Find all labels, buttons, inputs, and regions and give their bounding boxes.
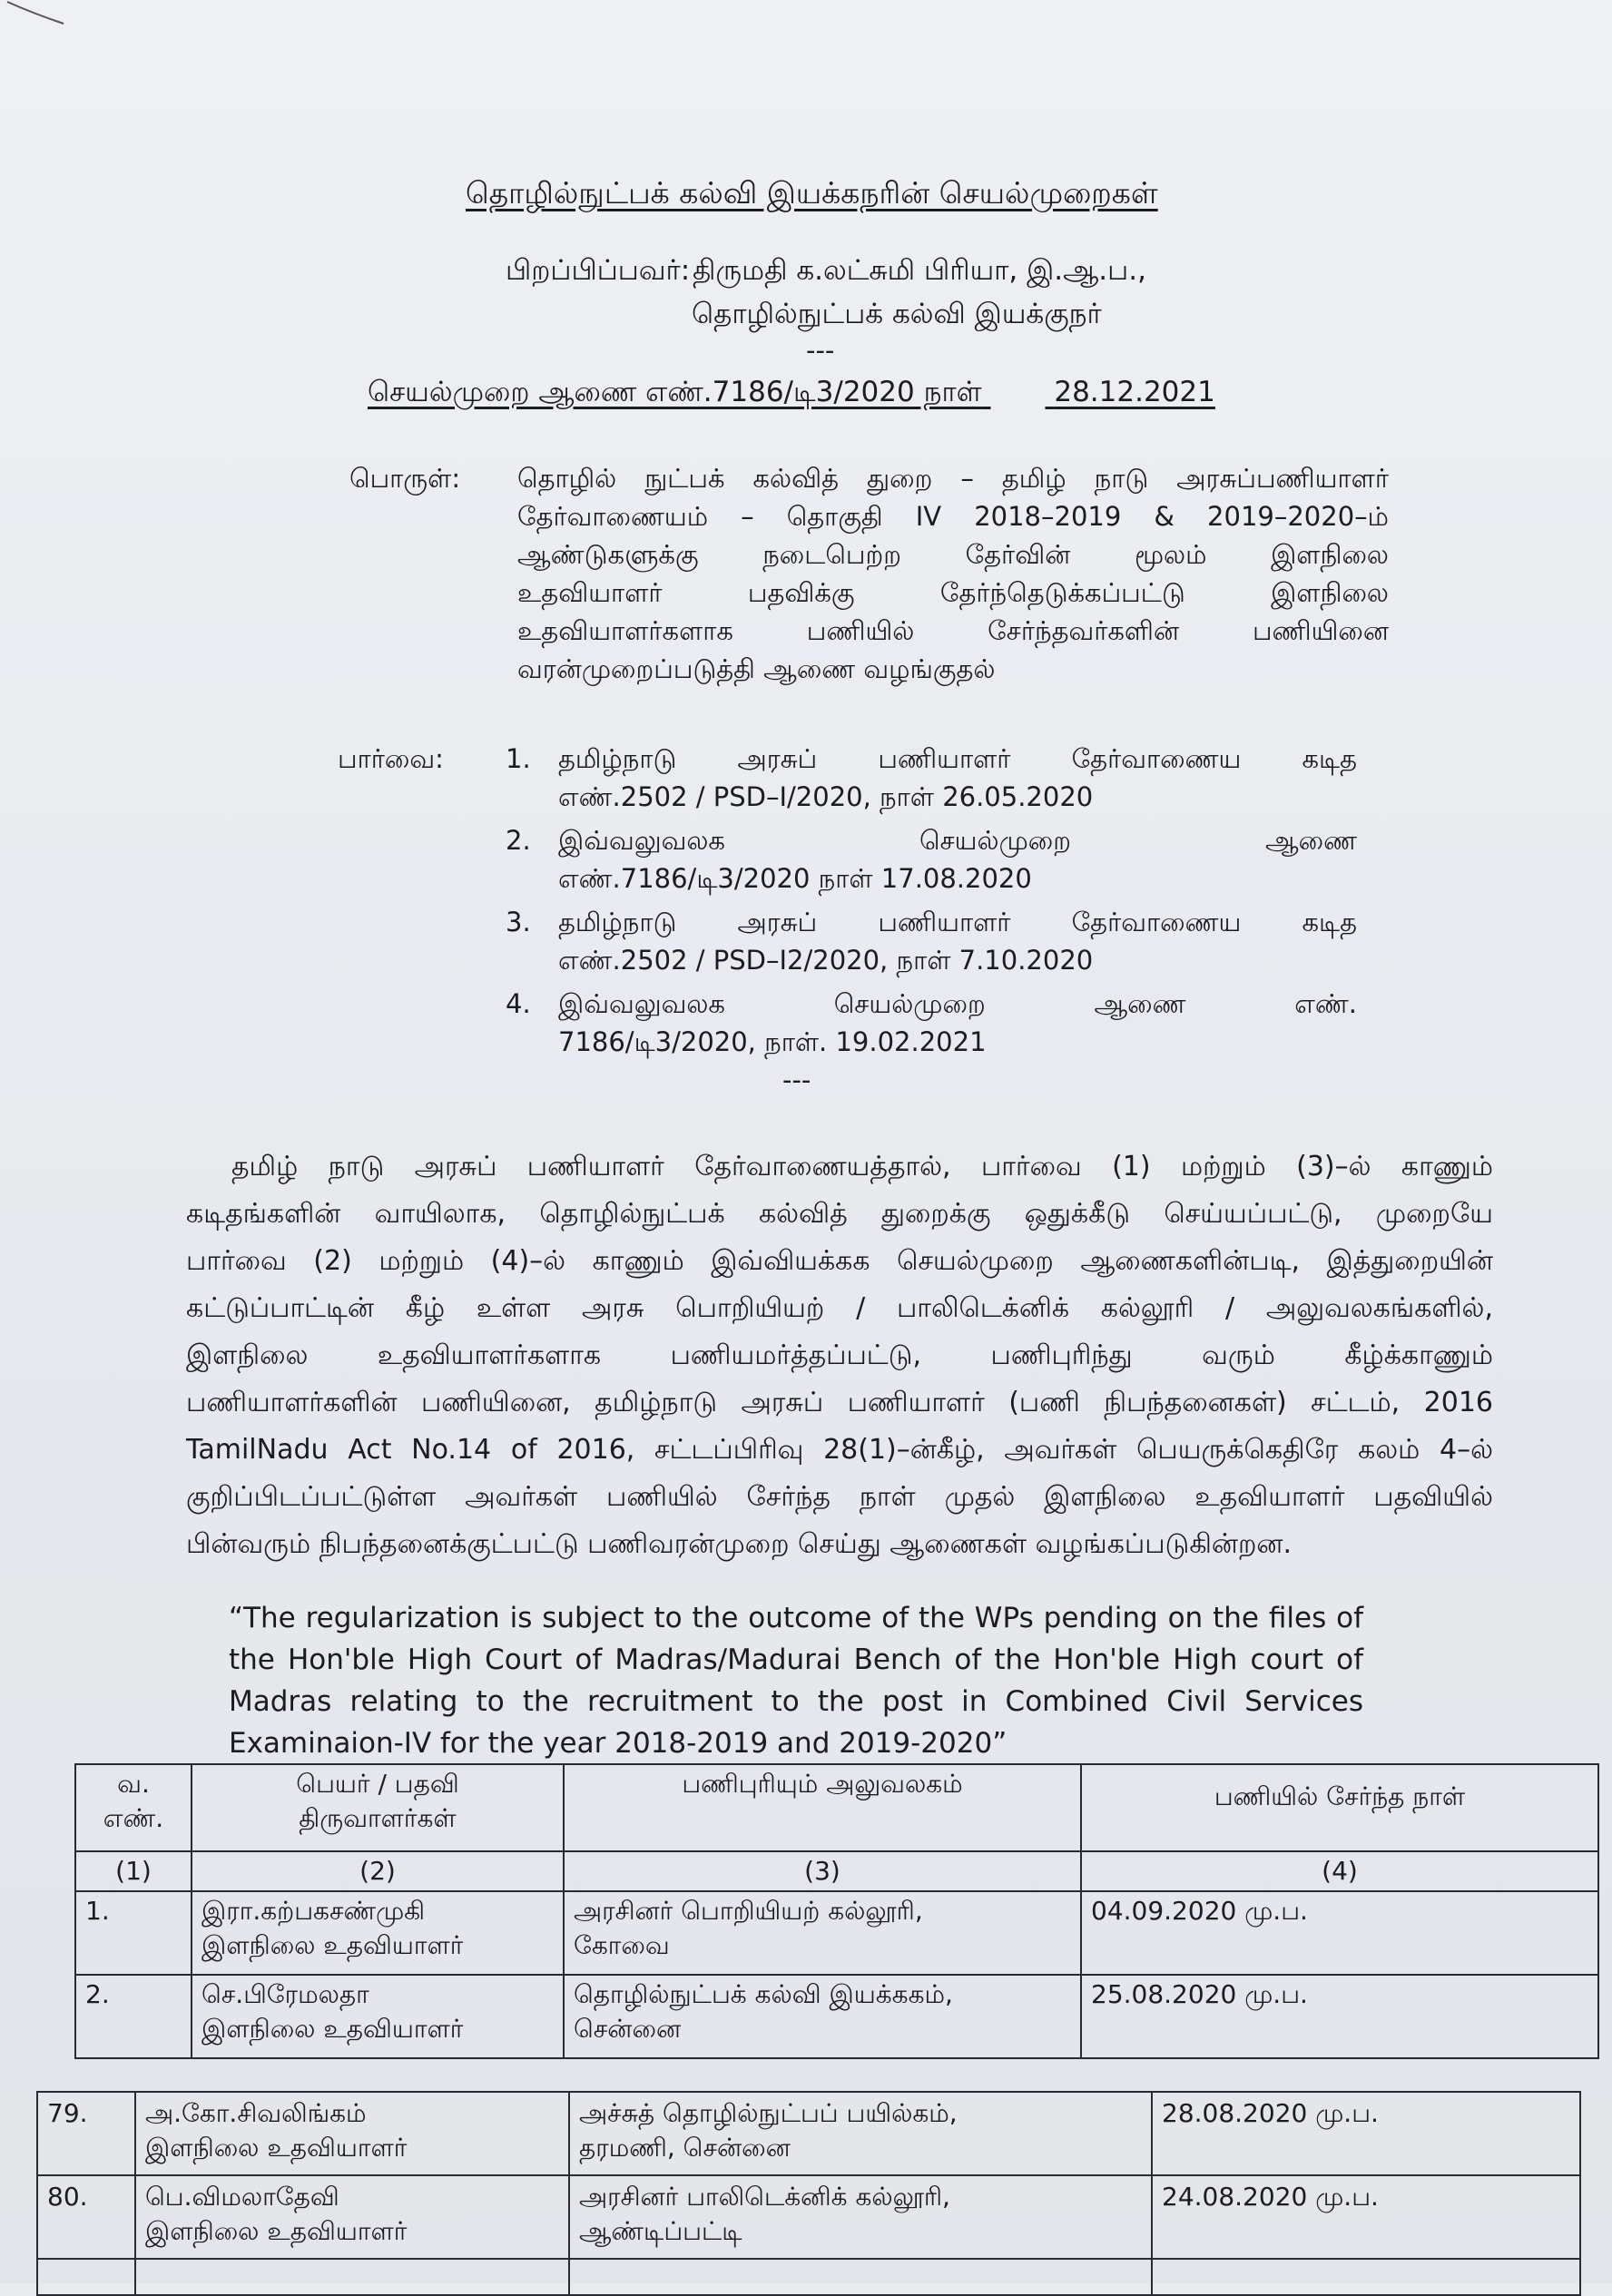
body-line: கடிதங்களின் வாயிலாக, தொழில்நுட்பக் கல்வித் துறைக்கு ஒதுக்கீடு செய்யப்பட்டு, முறையே — [186, 1198, 1493, 1230]
table-header-row — [75, 1764, 1598, 1851]
subject-line: ஆண்டுகளுக்கு நடைபெற்ற தேர்வின் மூலம் இளநிலை — [517, 539, 1389, 570]
header-date: பணியில் சேர்ந்த நாள் — [1081, 1764, 1598, 1851]
quote-line: Examinaion-IV for the year 2018-2019 and 2019-2020” — [229, 1727, 1008, 1760]
row-name-cell — [192, 1891, 564, 1975]
reference-text: எண்.2502 / PSD–I2/2020, நாள் 7.10.2020 — [558, 945, 1094, 976]
reference-text: எண்.2502 / PSD–I/2020, நாள் 26.05.2020 — [558, 781, 1094, 812]
quote-line: Madras relating to the recruitment to the post in Combined Civil Services — [229, 1685, 1363, 1718]
subject-label: பொருள்: — [349, 463, 461, 494]
column-number: (1) — [75, 1851, 192, 1891]
references-separator: --- — [782, 1065, 811, 1095]
order-date: 28.12.2021 — [1054, 376, 1215, 408]
table-row — [37, 2092, 1580, 2175]
reference-text: எண்.7186/டி3/2020 நாள் 17.08.2020 — [558, 863, 1032, 894]
subject-line: உதவியாளர் பதவிக்கு தேர்ந்தெடுக்கப்பட்டு இளநிலை — [517, 577, 1389, 608]
reference-number: 1. — [506, 743, 531, 774]
subject-line: உதவியாளர்களாக பணியில் சேர்ந்தவர்களின் பணியினை — [517, 615, 1389, 646]
reference-number: 2. — [506, 825, 531, 856]
subject-line: தொழில் நுட்பக் கல்வித் துறை – தமிழ் நாடு அரசுப்பணியாளர் — [517, 463, 1389, 494]
row-office: ஆண்டிப்பட்டி — [579, 2216, 742, 2246]
row-date: 25.08.2020 மு.ப. — [1081, 1975, 1598, 2058]
header-name: பெயர் / பதவி திருவாளர்கள் — [192, 1764, 564, 1851]
body-line: பணியாளர்களின் பணியினை, தமிழ்நாடு அரசுப் பணியாளர் (பணி நிபந்தனைகள்) சட்டம், 2016 — [186, 1387, 1493, 1418]
column-number: (4) — [1081, 1851, 1598, 1891]
reference-text: 7186/டி3/2020, நாள். 19.02.2021 — [558, 1026, 987, 1057]
body-line: குறிப்பிடப்பட்டுள்ள அவர்கள் பணியில் சேர்ந்த நாள் முதல் இளநிலை உதவியாளர் பதவியில் — [186, 1481, 1493, 1513]
row-name: பெ.விமலாதேவி — [145, 2182, 339, 2212]
quote-line: the Hon'ble High Court of Madras/Madurai Bench of the Hon'ble High court of — [229, 1644, 1363, 1676]
body-line: பின்வரும் நிபந்தனைக்குட்பட்டு பணிவரன்முறை செய்து ஆணைகள் வழங்கப்படுகின்றன. — [186, 1528, 1293, 1560]
row-office: சென்னை — [574, 2014, 682, 2044]
row-office: கோவை — [574, 1930, 670, 1960]
row-office: அரசினர் பொறியியற் கல்லூரி, — [574, 1896, 923, 1926]
document-title: தொழில்நுட்பக் கல்வி இயக்கநரின் செயல்முறைகள் — [466, 175, 1158, 211]
references-label: பார்வை: — [338, 743, 444, 774]
header-office: பணிபுரியும் அலுவலகம் — [564, 1764, 1081, 1851]
table-row — [75, 1891, 1598, 1975]
body-line: தமிழ் நாடு அரசுப் பணியாளர் தேர்வாணையத்தால், பார்வை (1) மற்றும் (3)–ல் காணும் — [231, 1151, 1493, 1182]
header-separator: --- — [806, 335, 835, 366]
column-number: (2) — [192, 1851, 564, 1891]
row-sno: 1. — [75, 1891, 192, 1975]
reference-number: 3. — [506, 907, 531, 937]
reference-text: தமிழ்நாடு அரசுப் பணியாளர் தேர்வாணைய கடித — [558, 907, 1357, 937]
body-line: கட்டுப்பாட்டின் கீழ் உள்ள அரசு பொறியியற் / பாலிடெக்னிக் கல்லூரி / அலுவலகங்களில், — [186, 1292, 1493, 1324]
row-office: அச்சுத் தொழில்நுட்பப் பயில்கம், — [579, 2098, 958, 2128]
reference-number: 4. — [506, 988, 531, 1019]
table-row — [37, 2175, 1580, 2259]
row-name: அ.கோ.சிவலிங்கம் — [145, 2098, 367, 2128]
subject-line: தேர்வாணையம் – தொகுதி IV 2018–2019 & 2019–2020–ம் — [517, 501, 1389, 532]
row-post: இளநிலை உதவியாளர் — [202, 2014, 464, 2044]
row-office: அரசினர் பாலிடெக்னிக் கல்லூரி, — [579, 2182, 950, 2212]
row-post: இளநிலை உதவியாளர் — [145, 2133, 408, 2163]
row-name: செ.பிரேமலதா — [202, 1979, 369, 2009]
row-date: 24.08.2020 மு.ப. — [1152, 2175, 1580, 2259]
row-office-cell — [569, 2175, 1152, 2259]
reference-text: இவ்வலுவலக செயல்முறை ஆணை எண். — [558, 988, 1357, 1019]
row-office-cell — [569, 2092, 1152, 2175]
row-name-cell — [192, 1975, 564, 2058]
row-office: தொழில்நுட்பக் கல்வி இயக்ககம், — [574, 1979, 953, 2009]
column-number-row — [75, 1851, 1598, 1891]
row-office-cell — [564, 1975, 1081, 2058]
row-office-cell — [564, 1891, 1081, 1975]
table-row — [75, 1975, 1598, 2058]
issuer-name: திருமதி க.லட்சுமி பிரியா, இ.ஆ.ப., — [693, 254, 1146, 287]
reference-text: இவ்வலுவலக செயல்முறை ஆணை — [558, 825, 1357, 856]
reference-text: தமிழ்நாடு அரசுப் பணியாளர் தேர்வாணைய கடித — [558, 743, 1357, 774]
body-line: பார்வை (2) மற்றும் (4)–ல் காணும் இவ்வியக்கக செயல்முறை ஆணைகளின்படி, இத்துறையின் — [186, 1245, 1493, 1277]
column-number: (3) — [564, 1851, 1081, 1891]
order-reference-line — [368, 372, 1289, 412]
body-line: இளநிலை உதவியாளர்களாக பணியமர்த்தப்பட்டு, பணிபுரிந்து வரும் கீழ்க்காணும் — [186, 1339, 1493, 1371]
row-post: இளநிலை உதவியாளர் — [202, 1930, 464, 1960]
header-sno: வ. எண். — [75, 1764, 192, 1851]
row-post: இளநிலை உதவியாளர் — [145, 2216, 408, 2246]
row-date: 28.08.2020 மு.ப. — [1152, 2092, 1580, 2175]
subject-line: வரன்முறைப்படுத்தி ஆணை வழங்குதல் — [517, 653, 996, 684]
quote-line: “The regularization is subject to the outcome of the WPs pending on the files of — [229, 1602, 1363, 1634]
issuer-designation: தொழில்நுட்பக் கல்வி இயக்குநர் — [692, 298, 1102, 330]
row-sno: 79. — [37, 2092, 135, 2175]
issuer-label: பிறப்பிப்பவர்: — [506, 254, 691, 287]
row-sno: 80. — [37, 2175, 135, 2259]
staff-table — [74, 1763, 1599, 2059]
row-name: இரா.கற்பகசண்முகி — [202, 1896, 426, 1926]
row-date: 04.09.2020 மு.ப. — [1081, 1891, 1598, 1975]
staff-table-continued — [36, 2091, 1581, 2296]
body-line: TamilNadu Act No.14 of 2016, சட்டப்பிரிவு 28(1)–ன்கீழ், அவர்கள் பெயருக்கெதிரே கலம் 4–ல் — [186, 1434, 1493, 1466]
table-row-cut — [37, 2259, 1580, 2295]
row-sno: 2. — [75, 1975, 192, 2058]
pen-mark — [5, 0, 69, 27]
row-name-cell — [135, 2092, 569, 2175]
row-office: தரமணி, சென்னை — [579, 2133, 791, 2163]
order-reference: செயல்முறை ஆணை எண்.7186/டி3/2020 நாள் — [368, 376, 982, 408]
row-name-cell — [135, 2175, 569, 2259]
